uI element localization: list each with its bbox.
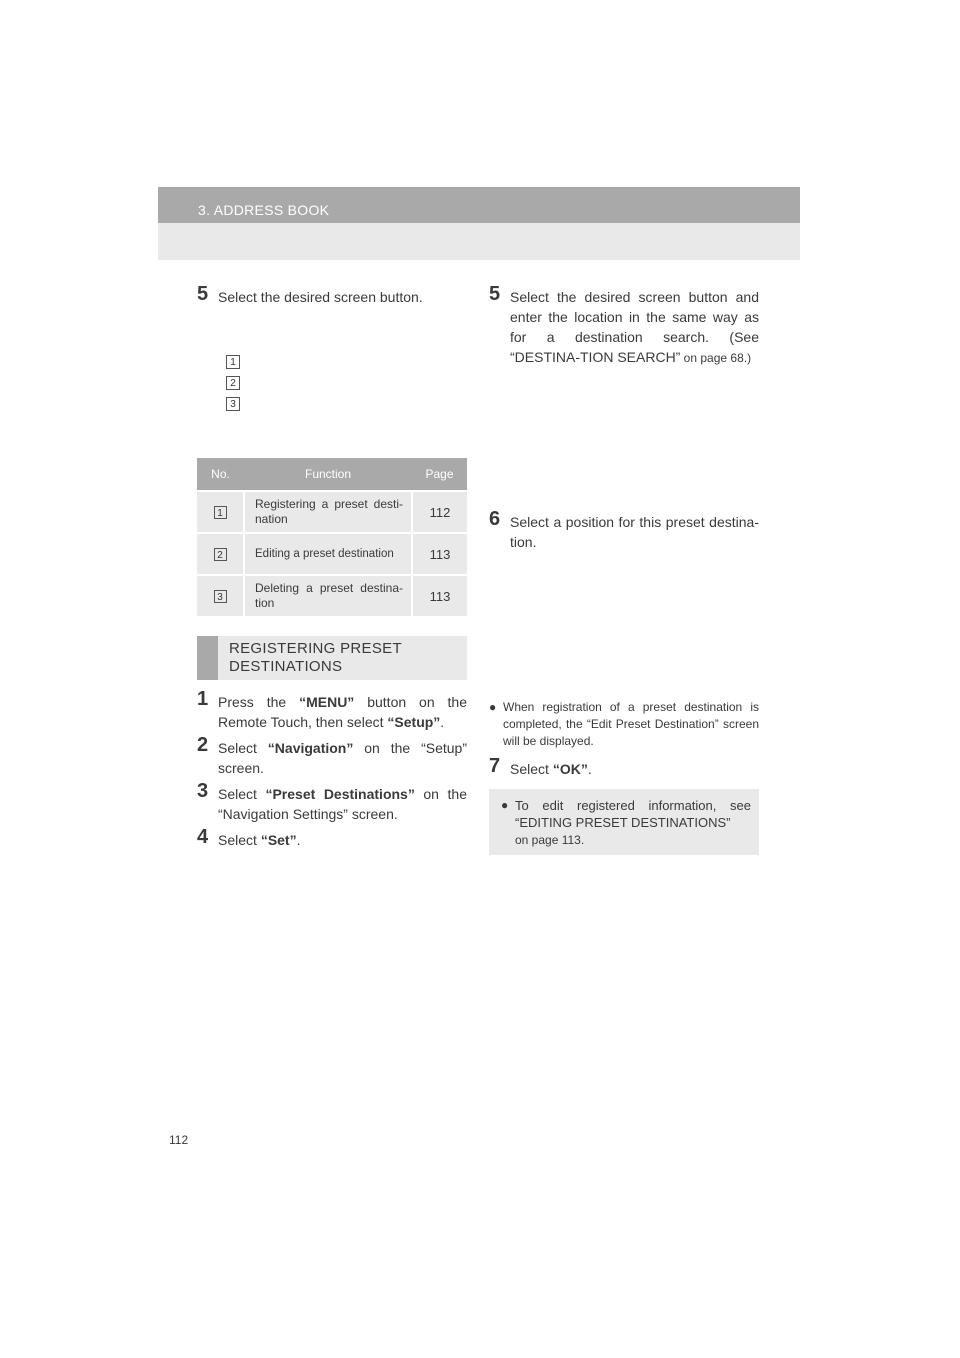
text-part: Select [218,740,268,756]
row-page: 113 [412,533,467,575]
text-part: To edit registered information, see “EDITING PRESET DESTINATIONS” [515,798,751,830]
header-title: 3. ADDRESS BOOK [198,202,330,218]
step-text [218,830,467,850]
step-text: Select the desired screen button. [218,289,423,305]
page-header [158,187,800,260]
bullet-icon: ● [501,798,509,812]
step-text [218,738,467,778]
text-part: on page 113. [515,833,585,847]
row-function: Deleting a preset destina-tion [244,575,412,616]
header-page: Page [412,458,467,491]
header-no: No. [197,458,244,491]
row-no [197,533,244,575]
step-number: 7 [489,755,501,777]
note-text: When registration of a preset destination is completed, the “Edit Preset Destination” screen will be displayed. [503,700,759,748]
step-1 [197,688,467,732]
step-text [510,759,759,779]
section-title-line1: REGISTERING PRESET [229,640,402,657]
note-box [489,789,759,855]
note-registration [489,699,759,750]
text-part: Select [218,786,266,802]
section-bar [197,636,218,680]
setup-label: “Setup” [387,714,441,730]
step-number: 1 [197,688,209,710]
step-text [218,784,467,824]
callout-1-icon: 1 [226,355,240,369]
text-part: Select [510,761,553,777]
text-part: Select [218,832,261,848]
step-number: 5 [489,283,501,305]
step-text [218,692,467,732]
step-number: 4 [197,826,209,848]
table-row [197,575,467,616]
callout-2-icon: 2 [214,548,227,561]
text-part: on the “Navigation Settings” screen. [218,786,467,822]
step-2 [197,734,467,778]
table-row [197,533,467,575]
ok-label: “OK” [552,761,588,777]
row-no [197,575,244,616]
step-number: 5 [197,283,209,305]
text-part: Select the desired screen button and enter the location in the same way as for a destination search. (See “DESTINA-TION SEARCH” [510,289,759,365]
note-edit [501,797,751,849]
step-7 [489,755,759,779]
section-title-line2: DESTINATIONS [229,658,343,675]
table-row [197,491,467,533]
table-header-row [197,458,467,491]
row-no [197,491,244,533]
callout-list [226,355,240,418]
navigation-label: “Navigation” [267,740,354,756]
row-function: Editing a preset destination [244,533,412,575]
step-number: 2 [197,734,209,756]
callout-3-icon: 3 [226,397,240,411]
bullet-icon: ● [489,700,497,714]
step-text: Select a position for this preset destina-tion. [510,514,759,550]
note-text [515,797,751,849]
page-number: 112 [169,1133,189,1147]
preset-destinations-label: “Preset Destinations” [265,786,415,802]
text-part: . [296,832,301,848]
callout-3-icon: 3 [214,590,227,603]
header-function: Function [244,458,412,491]
text-part: on page 68.) [680,351,752,365]
text-part: on the “Setup” screen. [218,740,467,776]
section-title [229,640,402,676]
step-text [510,287,759,368]
step-number: 6 [489,508,501,530]
menu-label: “MENU” [299,694,355,710]
callout-2-icon: 2 [226,376,240,390]
row-page: 113 [412,575,467,616]
row-page: 112 [412,491,467,533]
text-part: . [440,714,445,730]
step-3 [197,780,467,824]
text-part: Press the [218,694,300,710]
text-part: . [587,761,592,777]
function-table [197,458,467,616]
step-5-left [197,283,467,307]
text-part: button on the Remote Touch, then select [218,694,467,730]
step-number: 3 [197,780,209,802]
step-6 [489,508,759,552]
step-4 [197,826,467,850]
set-label: “Set” [260,832,297,848]
callout-1-icon: 1 [214,506,227,519]
section-heading [197,636,467,680]
row-function: Registering a preset desti-nation [244,491,412,533]
step-5-right [489,283,759,368]
